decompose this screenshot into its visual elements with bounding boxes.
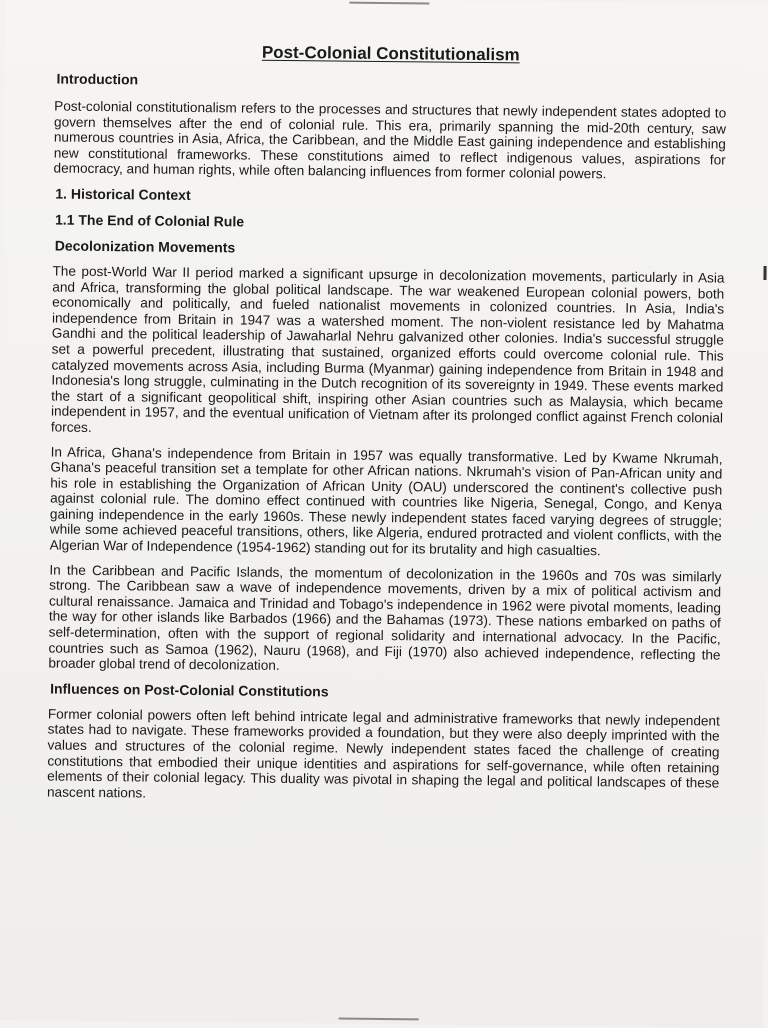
heading-historical-context: 1. Historical Context bbox=[55, 185, 191, 203]
paragraph-caribbean-pacific: In the Caribbean and Pacific Islands, the momentum of decolonization in the 1960s and 70s was similarly strong. The Caribbean saw a wave of independence movements, driven by a mix of political activism and cultural renaissance. Jamaica and Trinidad and Tobago's independence in 1962 were pivotal moments, leading the way for other islands like Barbados (1966) and the Bahamas (1973). These nations embarked on paths of self-determination, often with the support of regional solidarity and international advocacy. In the Pacific, countries such as Samoa (1962), Nauru (1968), and Fiji (1970) also achieved independence, reflecting the broader global trend of decolonization. bbox=[48, 562, 722, 674]
heading-decolonization-movements: Decolonization Movements bbox=[54, 237, 236, 256]
page-edge-mark-bottom bbox=[339, 1018, 419, 1021]
paragraph-introduction: Post-colonial constitutionalism refers to the processes and structures that newly independent states adopted to govern themselves after the end of colonial rule. This era, primarily spanning the mid-20th century, saw numerous countries in Asia, Africa, the Caribbean, and the Middle East gaining independence and establishing new constitutional frameworks. These constitutions aimed to reflect indigenous values, aspirations for democracy, and human rights, while often balancing influences from former colonial powers. bbox=[53, 98, 727, 182]
heading-end-of-colonial-rule: 1.1 The End of Colonial Rule bbox=[54, 211, 245, 230]
document-title: Post-Colonial Constitutionalism bbox=[261, 42, 520, 65]
paragraph-influences: Former colonial powers often left behind intricate legal and administrative frameworks that newly independent states had to navigate. These frameworks provided a foundation, but they were also deeply imprinted with the values and structures of the colonial regime. Newly independent states faced the challenge of creating constitutions that embodied their unique identities and aspirations for self-governance, while often retaining elements of their colonial legacy. This duality was pivotal in shaping the legal and political landscapes of these nascent nations. bbox=[46, 706, 720, 801]
paragraph-africa: In Africa, Ghana's independence from Britain in 1957 was equally transformative. Led by Kwame Nkrumah, Ghana's peaceful transition set a template for other African nations. Nkrumah's vision of Pan-African unity and his role in establishing the Organization of African Unity (OAU) underscored the continent's collective push against colonial rule. The domino effect continued with countries like Nigeria, Senegal, Congo, and Kenya gaining independence in the early 1960s. These newly independent states faced varying degrees of struggle; while some achieved peaceful transitions, others, like Algeria, endured protracted and violent conflicts, with the Algerian War of Independence (1954-1962) standing out for its brutality and high casualties. bbox=[49, 444, 723, 559]
page-edge-mark bbox=[349, 2, 429, 5]
heading-influences: Influences on Post-Colonial Constitutions bbox=[50, 680, 329, 700]
margin-mark bbox=[763, 266, 766, 280]
heading-introduction: Introduction bbox=[56, 70, 139, 88]
paragraph-asia: The post-World War II period marked a significant upsurge in decolonization movements, particularly in Asia and Africa, transforming the global political landscape. The war weakened European colonial powers, both economically and politically, and fueled nationalist movements in colonized countries. In Asia, India's independence from Britain in 1947 was a watershed moment. The non-violent resistance led by Mahatma Gandhi and the political leadership of Jawaharlal Nehru galvanized other colonies. India's successful struggle set a powerful precedent, illustrating that sustained, organized efforts could overcome colonial rule. This catalyzed movements across Asia, including Burma (Myanmar) gaining independence from Britain in 1948 and Indonesia's long struggle, culminating in the Dutch recognition of its sovereignty in 1949. These events marked the start of a significant geopolitical shift, inspiring other Asian countries such as Malaysia, which became independent in 1957, and the eventual unification of Vietnam after its prolonged conflict against French colonial forces. bbox=[50, 263, 725, 435]
